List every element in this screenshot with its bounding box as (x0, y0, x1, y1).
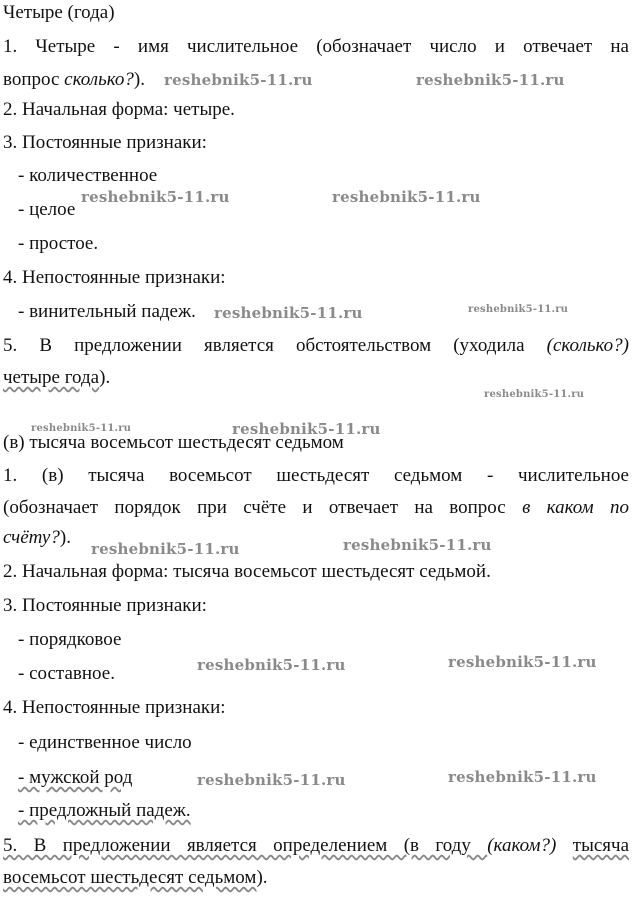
part1-p3-item: - целое (18, 199, 76, 220)
part1-p4: 4. Непостоянные признаки: (3, 267, 226, 288)
watermark: reshebnik5-11.ru (214, 304, 363, 322)
part2-p4-item: - единственное число (18, 732, 192, 753)
part1-p4-item: - винительный падеж. (18, 301, 196, 322)
part1-p5-line1: 5. В предложении является обстоятельством (уходила (сколько?) (3, 335, 629, 356)
part1-p3-item: - простое. (18, 233, 99, 254)
part2-p5-line2: восемьсот шестьдесят седьмом). (3, 867, 268, 888)
watermark: reshebnik5-11.ru (484, 389, 585, 400)
watermark: reshebnik5-11.ru (197, 771, 346, 789)
part2-p3: 3. Постоянные признаки: (3, 595, 207, 616)
part2-heading: (в) тысяча восемьсот шестьдесят седьмом (3, 432, 344, 453)
part2-p1-line1: 1. (в) тысяча восемьсот шестьдесят седьмом - числительное (3, 465, 629, 486)
watermark: reshebnik5-11.ru (232, 420, 381, 438)
part2-p3-item: - составное. (18, 663, 115, 684)
watermark: reshebnik5-11.ru (448, 768, 597, 786)
part1-p2: 2. Начальная форма: четыре. (3, 99, 235, 120)
part1-p1-line1: 1. Четыре - имя числительное (обозначает число и отвечает на (3, 36, 629, 57)
part2-p2: 2. Начальная форма: тысяча восемьсот шестьдесят седьмой. (3, 561, 491, 582)
part1-p3: 3. Постоянные признаки: (3, 132, 207, 153)
watermark: reshebnik5-11.ru (91, 540, 240, 558)
part1-p1-line2: вопрос сколько?). (3, 69, 145, 90)
section-title: Четыре (года) (3, 2, 115, 23)
watermark: reshebnik5-11.ru (448, 653, 597, 671)
part2-p4-item: - предложный падеж. (18, 800, 191, 821)
part2-p4: 4. Непостоянные признаки: (3, 697, 226, 718)
watermark: reshebnik5-11.ru (468, 304, 569, 315)
part2-p1-line3: счёту?). (3, 527, 71, 548)
watermark: reshebnik5-11.ru (197, 656, 346, 674)
watermark: reshebnik5-11.ru (164, 71, 313, 89)
part2-p4-item: - мужской род (18, 767, 133, 788)
part2-p5-line1: 5. В предложении является определением (в году (каком?) тысяча (3, 835, 630, 856)
watermark: reshebnik5-11.ru (332, 188, 481, 206)
watermark: reshebnik5-11.ru (81, 188, 230, 206)
watermark: reshebnik5-11.ru (343, 536, 492, 554)
watermark: reshebnik5-11.ru (416, 71, 565, 89)
watermark: reshebnik5-11.ru (31, 423, 132, 434)
part1-p3-item: - количественное (18, 165, 158, 186)
part1-p5-line2: четыре года). (3, 367, 111, 388)
part2-p1-line2: (обозначает порядок при счёте и отвечает на вопрос в каком по (3, 497, 629, 518)
part2-p3-item: - порядковое (18, 629, 122, 650)
